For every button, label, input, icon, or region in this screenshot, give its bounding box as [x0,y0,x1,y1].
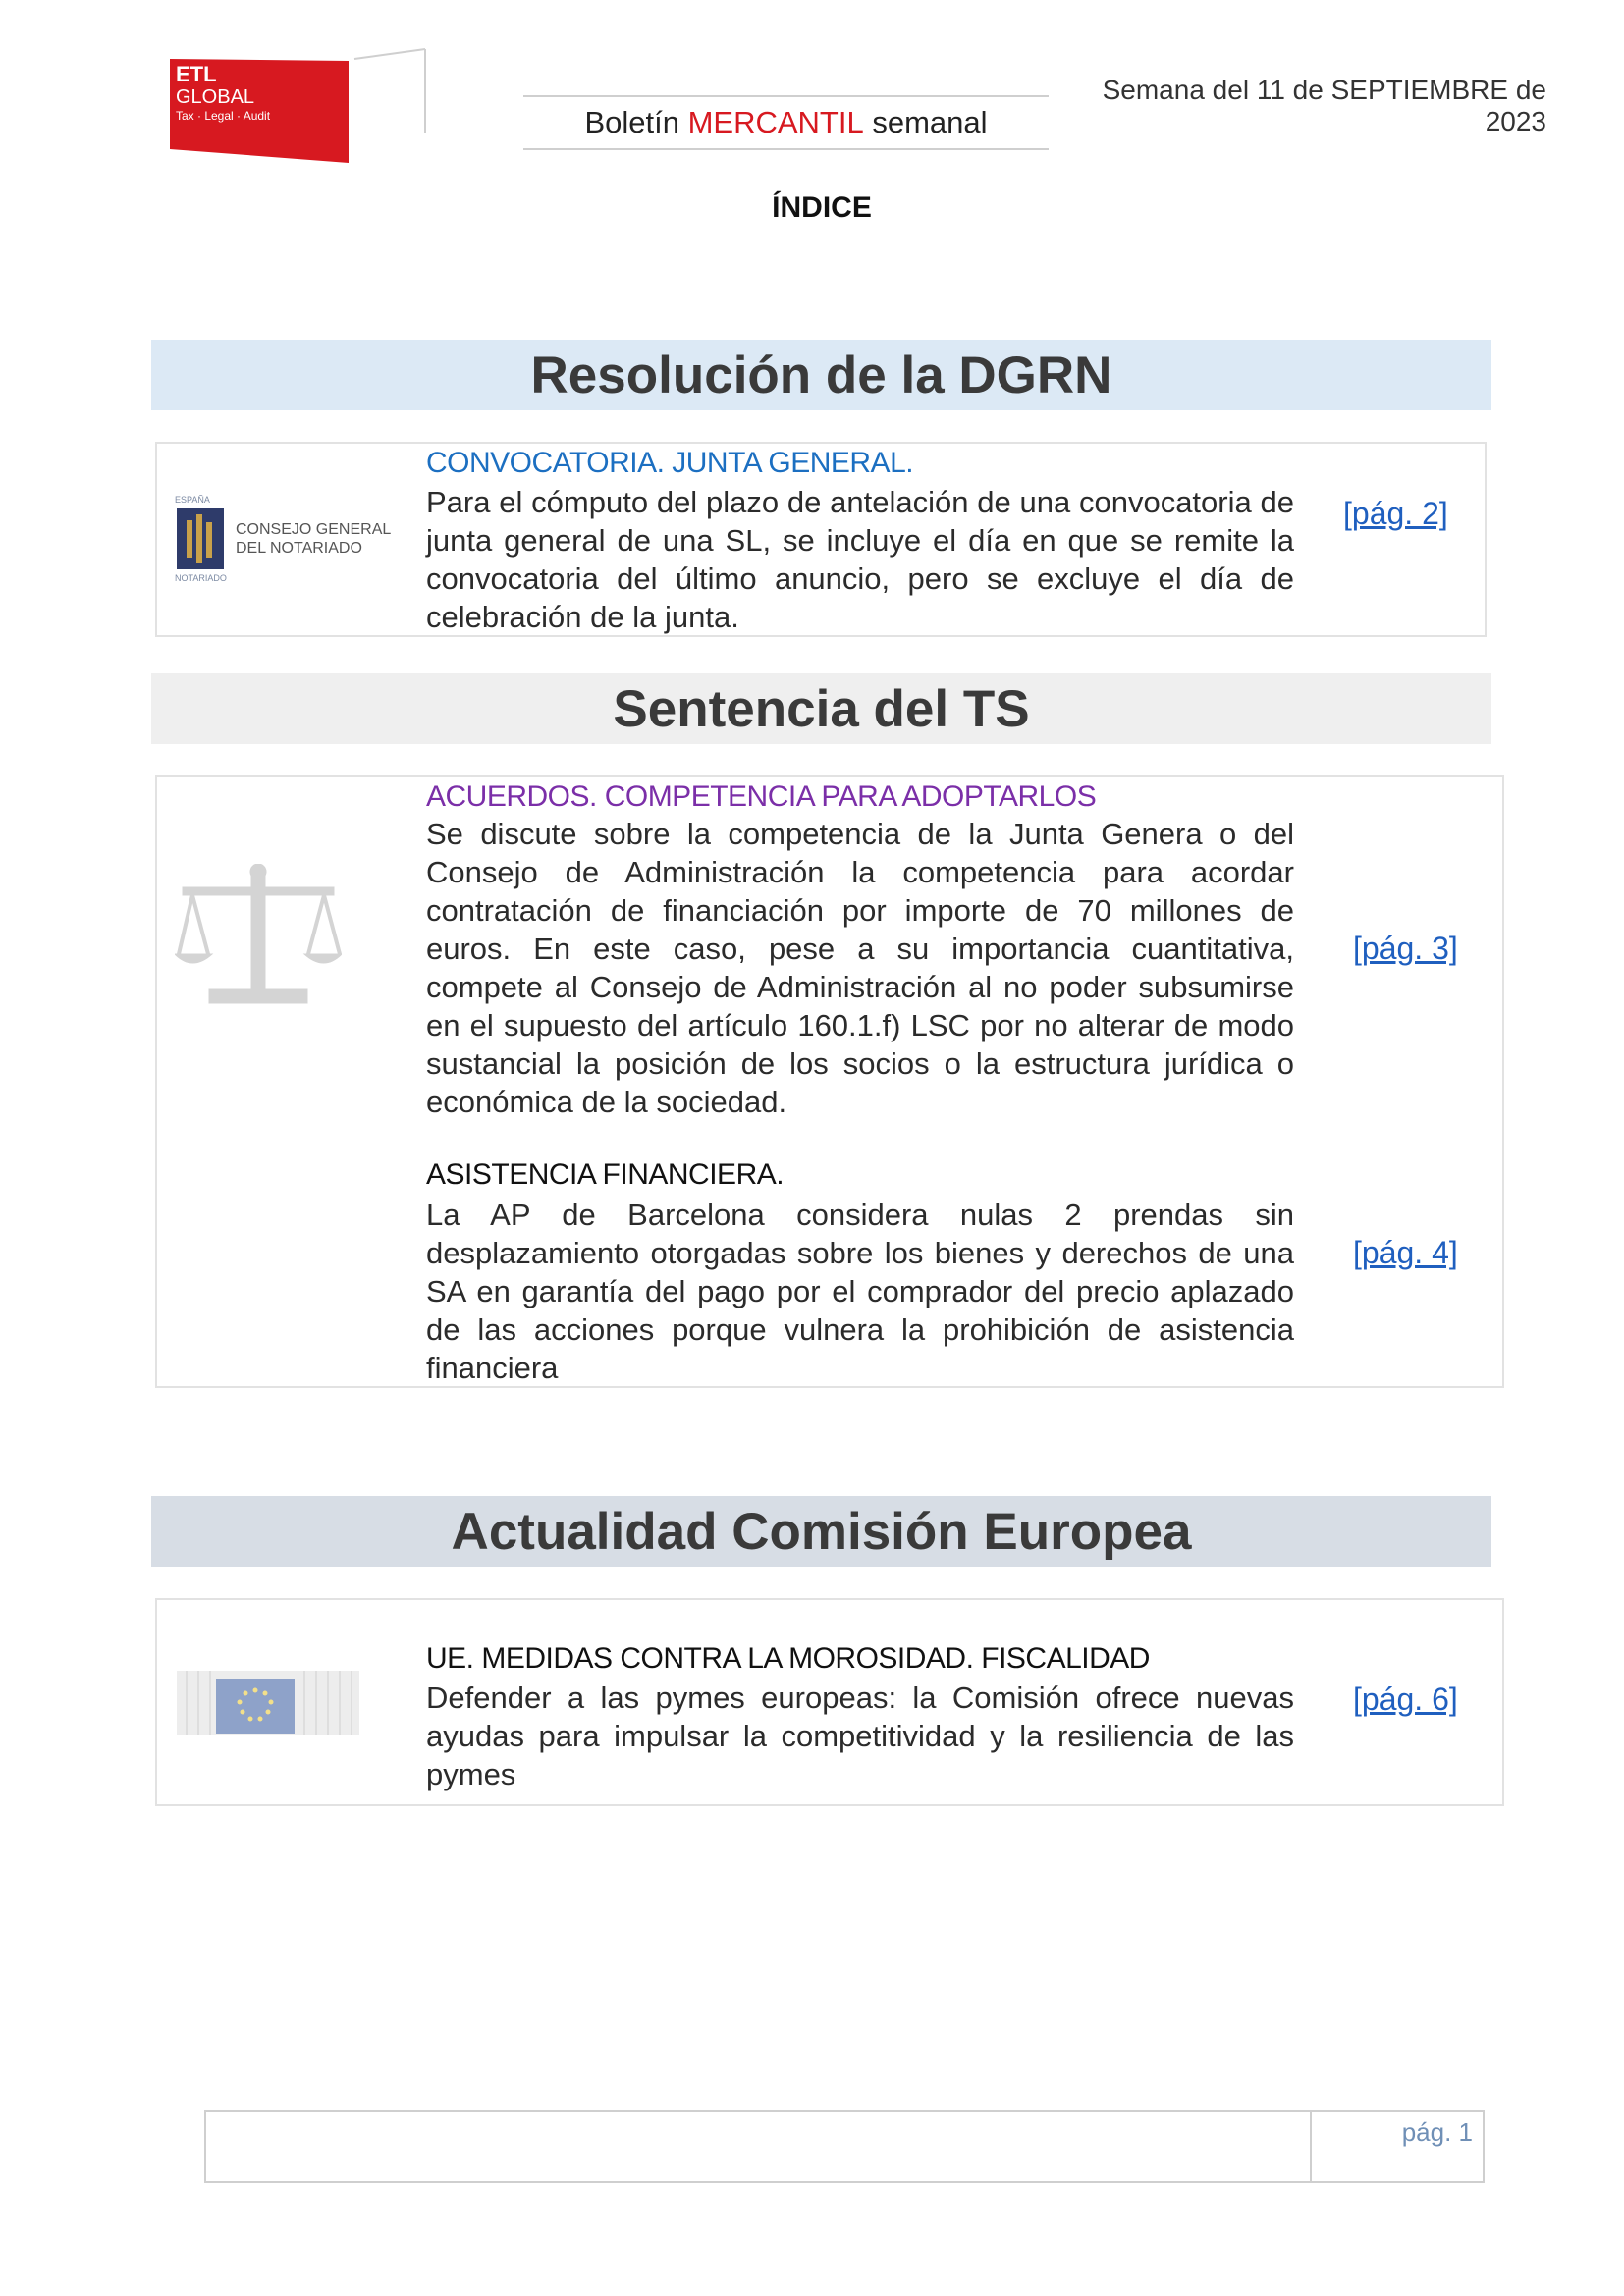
bulletin-title [523,95,1049,150]
entry-text: Se discute sobre la competencia de la Junta Genera o del Consejo de Administración la competencia para acordar contratación de financiación por importe de 70 millones de euros. En este caso, pese a su importancia cuantitativa, compete al Consejo de Administración al no poder subsumirse en el supuesto del artículo 160.1.f) LSC por no alterar de modo sustancial la posición de los socios o la estructura jurídica o económica de la sociedad. [426,817,1294,1119]
entry-title: ASISTENCIA FINANCIERA. [426,1158,785,1191]
footer-page-number: pág. 1 [1401,2117,1473,2147]
european-commission-building-icon [177,1659,359,1747]
entry-text: La AP de Barcelona considera nulas 2 prendas sin desplazamiento otorgadas sobre los bienes y derechos de una SA en garantía del pago por el comprador del precio aplazado de las acciones porque vulnera la prohibición de asistencia financiera [426,1198,1294,1385]
bulletin-title-accent: MERCANTIL [687,105,864,139]
logo-text-tagline: Tax · Legal · Audit [176,109,271,123]
section-heading-ts: Sentencia del TS [151,673,1491,744]
notariado-line2: DEL NOTARIADO [236,540,362,557]
notariado-line1: CONSEJO GENERAL [236,521,392,538]
entry-title: UE. MEDIDAS CONTRA LA MOROSIDAD. FISCALIDAD [426,1642,1150,1675]
notariado-tag-text: ESPAÑA [175,495,210,505]
section-heading-ce: Actualidad Comisión Europea [151,1496,1491,1567]
bulletin-title-suffix: semanal [863,105,988,139]
logo-text-etl: ETL [176,62,217,86]
entry-text: Para el cómputo del plazo de antelación de una convocatoria de junta general de una SL, se incluye el día en que se remite la convocatoria del último anuncio, pero se excluye el día de celebración de la junta. [426,485,1294,634]
entry-title: ACUERDOS. COMPETENCIA PARA ADOPTARLOS [426,780,1097,813]
consejo-notariado-logo [173,491,399,589]
scales-of-justice-icon [175,864,342,1021]
logo-text-global: GLOBAL [176,86,255,108]
page-link-3[interactable]: [pág. 3] [1353,931,1458,966]
entry-title: CONVOCATORIA. JUNTA GENERAL. [426,447,914,479]
week-label: Semana del 11 de SEPTIEMBRE de 2023 [1102,75,1546,136]
page-link-4[interactable]: [pág. 4] [1353,1235,1458,1270]
etl-global-logo [162,47,427,165]
footer-box [204,2110,1485,2183]
notariado-foot-text: NOTARIADO [175,573,227,583]
index-title: ÍNDICE [772,191,872,224]
section-heading-dgrn: Resolución de la DGRN [151,340,1491,410]
footer-divider [1310,2110,1312,2181]
bulletin-title-prefix: Boletín [584,105,688,139]
page-link-6[interactable]: [pág. 6] [1353,1682,1458,1717]
entry-text: Defender a las pymes europeas: la Comisión ofrece nuevas ayudas para impulsar la competitividad y la resiliencia de las pymes [426,1681,1294,1791]
page-link-2[interactable]: [pág. 2] [1343,496,1448,531]
